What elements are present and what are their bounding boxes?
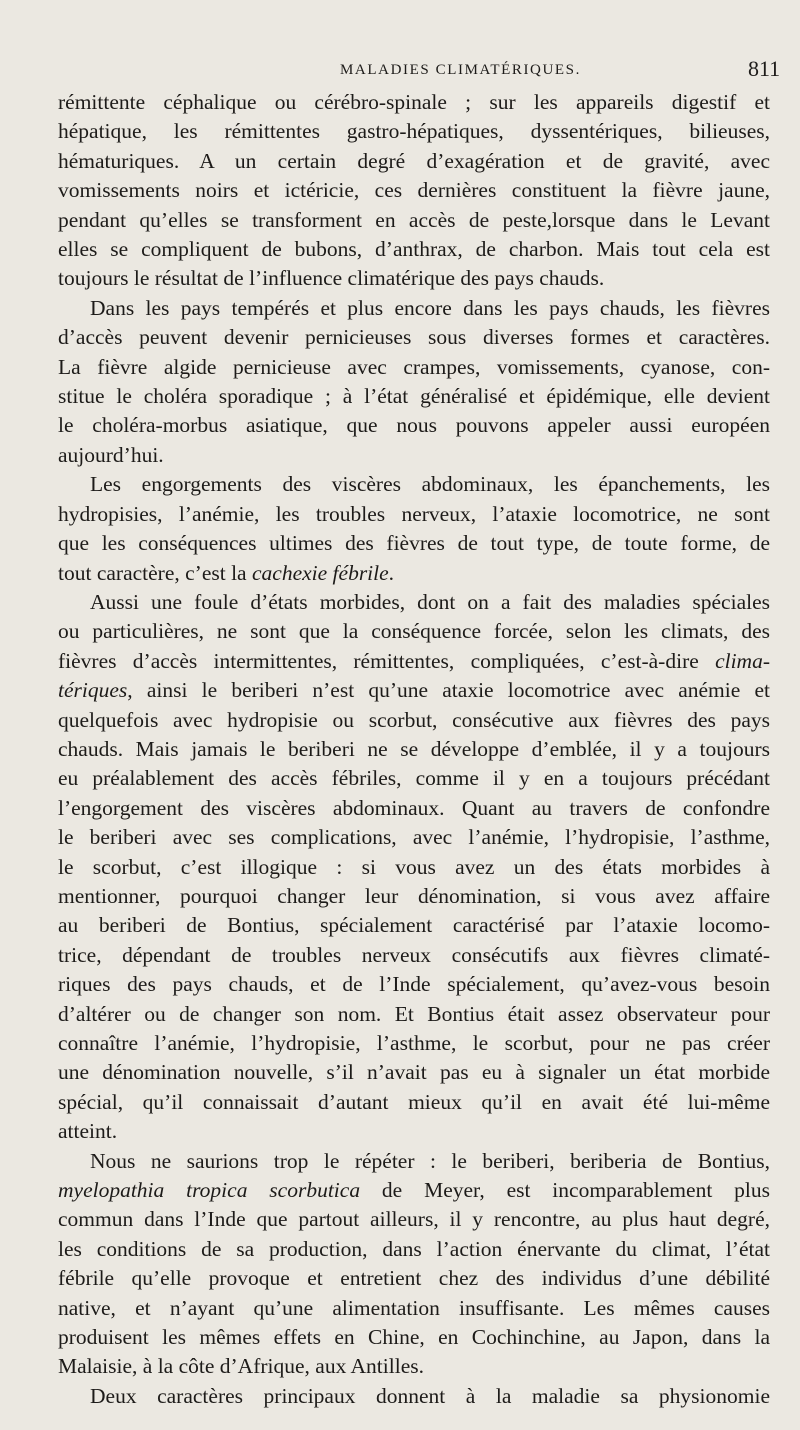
text-line: d’accès peuvent devenir pernicieuses sous diverses formes et caractères.	[58, 325, 770, 350]
text-line: au beriberi de Bontius, spécialement caractérisé par l’ataxie locomo-	[58, 913, 770, 938]
text-line	[58, 559, 770, 588]
text-line: le choléra-morbus asiatique, que nous pouvons appeler aussi européen	[58, 413, 770, 438]
text-line: le scorbut, c’est illogique : si vous avez un des états morbides à	[58, 854, 770, 879]
page-number: 811	[748, 56, 781, 81]
text-line	[58, 647, 770, 676]
text-line: hématuriques. A un certain degré d’exagération et de gravité, avec	[58, 148, 770, 173]
text-line: connaître l’anémie, l’hydropisie, l’asthme, le scorbut, pour ne pas créer	[58, 1031, 770, 1055]
text-line: vomissements noirs et ictéricie, ces dernières constituent la fièvre jaune,	[58, 178, 770, 203]
text-line: ou particulières, ne sont que la conséquence forcée, selon les climats, des	[58, 619, 770, 644]
text-line: d’altérer ou de changer son nom. Et Bontius était assez observateur pour	[58, 1001, 770, 1026]
text-run: de Meyer, est incomparablement plus	[360, 1178, 770, 1203]
text-line: La fièvre algide pernicieuse avec crampes, vomissements, cyanose, con-	[58, 354, 770, 379]
text-line: aujourd’hui.	[58, 442, 164, 467]
text-run: .	[388, 560, 395, 585]
text-line	[58, 676, 770, 705]
text-line: rémittente céphalique ou cérébro-spinale ; sur les appareils digestif et	[58, 90, 770, 114]
text-line: elles se compliquent de bubons, d’anthrax, de charbon. Mais tout cela est	[58, 237, 770, 262]
text-line: Nous ne saurions trop le répéter : le beriberi, beriberia de Bontius,	[90, 1148, 770, 1173]
body-text	[58, 88, 770, 1411]
italic-term: clima-	[715, 648, 770, 673]
italic-term: tériques	[58, 678, 128, 703]
text-run: fièvres d’accès intermittentes, rémittentes, compliquées, c’est-à-dire	[58, 648, 716, 673]
text-line: stitue le choléra sporadique ; à l’état généralisé et épidémique, elle devient	[58, 384, 770, 409]
text-line: les conditions de sa production, dans l’action énervante du climat, l’état	[58, 1236, 770, 1261]
text-line: hydropisies, l’anémie, les troubles nerveux, l’ataxie locomotrice, ne sont	[58, 501, 770, 526]
running-title: MALADIES CLIMATÉRIQUES.	[340, 62, 581, 78]
text-run: tout caractère, c’est la	[58, 560, 252, 585]
text-line: native, et n’ayant qu’une alimentation insuffisante. Les mêmes causes	[58, 1295, 770, 1320]
text-line: toujours le résultat de l’influence climatérique des pays chauds.	[58, 266, 605, 291]
text-line: une dénomination nouvelle, s’il n’avait pas eu à signaler un état morbide	[58, 1060, 770, 1085]
text-line: hépatique, les rémittentes gastro-hépatiques, dyssentériques, bilieuses,	[58, 119, 770, 144]
text-line: chauds. Mais jamais le beriberi ne se développe d’emblée, il y a toujours	[58, 736, 770, 761]
italic-term: cachexie fébrile	[251, 560, 389, 585]
text-line: Deux caractères principaux donnent à la maladie sa physionomie	[90, 1383, 770, 1408]
text-line: pendant qu’elles se transforment en accès de peste,lorsque dans le Levant	[58, 207, 770, 232]
text-line: Les engorgements des viscères abdominaux, les épanchements, les	[90, 472, 770, 497]
text-run: , ainsi le beriberi n’est qu’une ataxie locomotrice avec anémie et	[127, 678, 770, 703]
text-line: trice, dépendant de troubles nerveux consécutifs aux fièvres climaté-	[58, 942, 770, 967]
text-line: que les conséquences ultimes des fièvres de tout type, de toute forme, de	[58, 531, 770, 556]
text-line: mentionner, pourquoi changer leur dénomination, si vous avez affaire	[58, 883, 770, 908]
text-line: produisent les mêmes effets en Chine, en Cochinchine, au Japon, dans la	[58, 1325, 770, 1350]
text-line: quelquefois avec hydropisie ou scorbut, consécutive aux fièvres des pays	[58, 707, 770, 732]
text-line: Aussi une foule d’états morbides, dont on a fait des maladies spéciales	[90, 589, 770, 614]
italic-term: myelopathia tropica scorbutica	[58, 1178, 361, 1203]
text-line: fébrile qu’elle provoque et entretient chez des individus d’une débilité	[58, 1266, 770, 1291]
text-line: commun dans l’Inde que partout ailleurs, il y rencontre, au plus haut degré,	[58, 1207, 770, 1232]
text-line: atteint.	[58, 1119, 118, 1144]
text-line: eu préalablement des accès fébriles, comme il y en a toujours précédant	[58, 766, 770, 791]
text-line: Dans les pays tempérés et plus encore dans les pays chauds, les fièvres	[90, 295, 770, 320]
text-line: Malaisie, à la côte d’Afrique, aux Antilles.	[58, 1354, 424, 1379]
text-line: riques des pays chauds, et de l’Inde spécialement, qu’avez-vous besoin	[58, 972, 770, 997]
text-line: l’engorgement des viscères abdominaux. Quant au travers de confondre	[58, 795, 770, 820]
text-line: le beriberi avec ses complications, avec l’anémie, l’hydropisie, l’asthme,	[58, 825, 770, 850]
text-line: spécial, qu’il connaissait d’autant mieux qu’il en avait été lui-même	[58, 1089, 770, 1114]
text-line	[58, 1176, 770, 1205]
